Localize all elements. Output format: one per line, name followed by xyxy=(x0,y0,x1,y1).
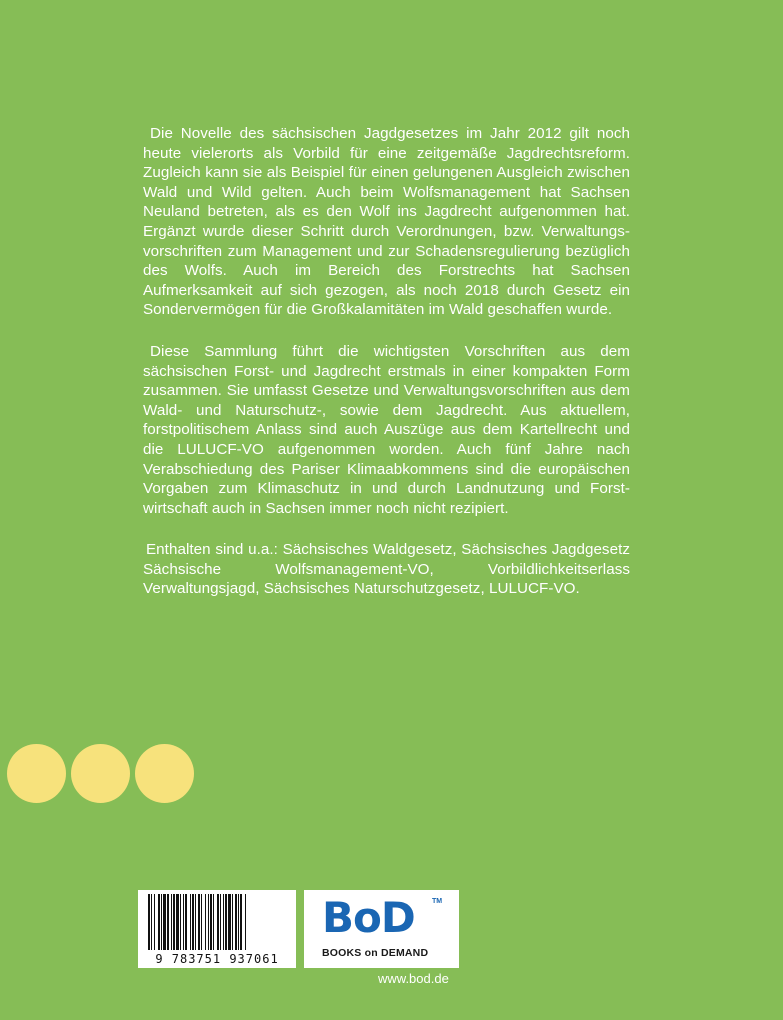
barcode-bar xyxy=(167,894,169,950)
publisher-url[interactable]: www.bod.de xyxy=(378,971,449,986)
barcode-bar xyxy=(148,894,150,950)
decorative-dots xyxy=(7,744,194,803)
trademark-mark: TM xyxy=(432,898,443,905)
barcode-bar xyxy=(240,894,242,950)
barcode-bar xyxy=(210,894,212,950)
barcode-bar xyxy=(180,894,181,950)
barcode-bar xyxy=(171,894,172,950)
barcode-bar xyxy=(190,894,191,950)
barcode-bar xyxy=(158,894,160,950)
barcode-bar xyxy=(205,894,206,950)
barcode-bar xyxy=(198,894,200,950)
barcode-bar xyxy=(173,894,175,950)
publisher-tagline: BOOKS on DEMAND xyxy=(322,947,429,959)
barcode-bar xyxy=(195,894,196,950)
isbn-number: 9 783751 937061 xyxy=(155,952,279,966)
barcode-bar xyxy=(154,894,155,950)
bod-logo-text: BoD xyxy=(322,893,415,942)
barcode-bars xyxy=(148,894,286,950)
barcode-bar xyxy=(238,894,239,950)
barcode-bar xyxy=(235,894,237,950)
barcode-bar xyxy=(217,894,219,950)
barcode-bar xyxy=(245,894,246,950)
isbn-barcode xyxy=(138,890,296,968)
barcode-bar xyxy=(225,894,227,950)
decorative-dot xyxy=(71,744,130,803)
barcode-bar xyxy=(161,894,162,950)
back-cover-blurb xyxy=(143,124,630,621)
barcode-bar xyxy=(220,894,221,950)
barcode-bar xyxy=(223,894,224,950)
barcode-bar xyxy=(208,894,209,950)
blurb-paragraph-2: Diese Sammlung führt die wichtigsten Vorschriften aus dem sächsischen Forst- und Jagdrecht erstmals in einer kompakten Form zusammen. Sie umfasst Gesetze und Verwaltungsvorschriften aus dem Wald- und Naturschutz-, sowie dem Jagdrecht. Aus aktuellem, forstpolitischem Anlass sind auch Auszüge aus dem Kartellrecht und die LULUCF-VO aufgenommen worden. Auch fünf Jahre nach Verabschiedung des Pariser Klimaabkommens sind die europäischen Vorgaben zum Klimaschutz in und durch Landnutzung und Forst-wirtschaft auch in Sachsen immer noch nicht rezipiert. xyxy=(143,342,630,517)
decorative-dot xyxy=(135,744,194,803)
barcode-bar xyxy=(228,894,231,950)
blurb-paragraph-3: Enthalten sind u.a.: Sächsisches Waldgesetz, Sächsisches Jagdgesetz Sächsische Wolfsmanagement-VO, Vorbildlichkeitserlass Verwaltungsjagd, Sächsisches Naturschutzgesetz, LULUCF-VO. xyxy=(143,541,630,598)
barcode-bar xyxy=(201,894,202,950)
decorative-dot xyxy=(7,744,66,803)
barcode-bar xyxy=(151,894,152,950)
barcode-bar xyxy=(163,894,166,950)
barcode-bar xyxy=(176,894,179,950)
barcode-bar xyxy=(185,894,187,950)
blurb-paragraph-1: Die Novelle des sächsischen Jagdgesetzes im Jahr 2012 gilt noch heute vielerorts als Vorbild für eine zeitgemäße Jagdrechtsreform. Zugleich kann sie als Beispiel für einen gelungenen Ausgleich zwischen Wald und Wild gelten. Auch beim Wolfsmanagement hat Sachsen Neuland betreten, als es den Wolf ins Jagdrecht aufgenommen hat. Ergänzt wurde dieser Schritt durch Verordnungen, bzw. Verwaltungs-vorschriften zum Management und zur Schadensregulierung bezüglich des Wolfs. Auch im Bereich des Forstrechts hat Sachsen Aufmerksamkeit auf sich gezogen, als noch 2018 durch Gesetz ein Sondervermögen für die Großkalamitäten im Wald geschaffen wurde. xyxy=(143,125,630,319)
publisher-logo xyxy=(304,890,459,968)
barcode-bar xyxy=(232,894,233,950)
barcode-bar xyxy=(192,894,194,950)
barcode-bar xyxy=(183,894,184,950)
barcode-bar xyxy=(213,894,214,950)
